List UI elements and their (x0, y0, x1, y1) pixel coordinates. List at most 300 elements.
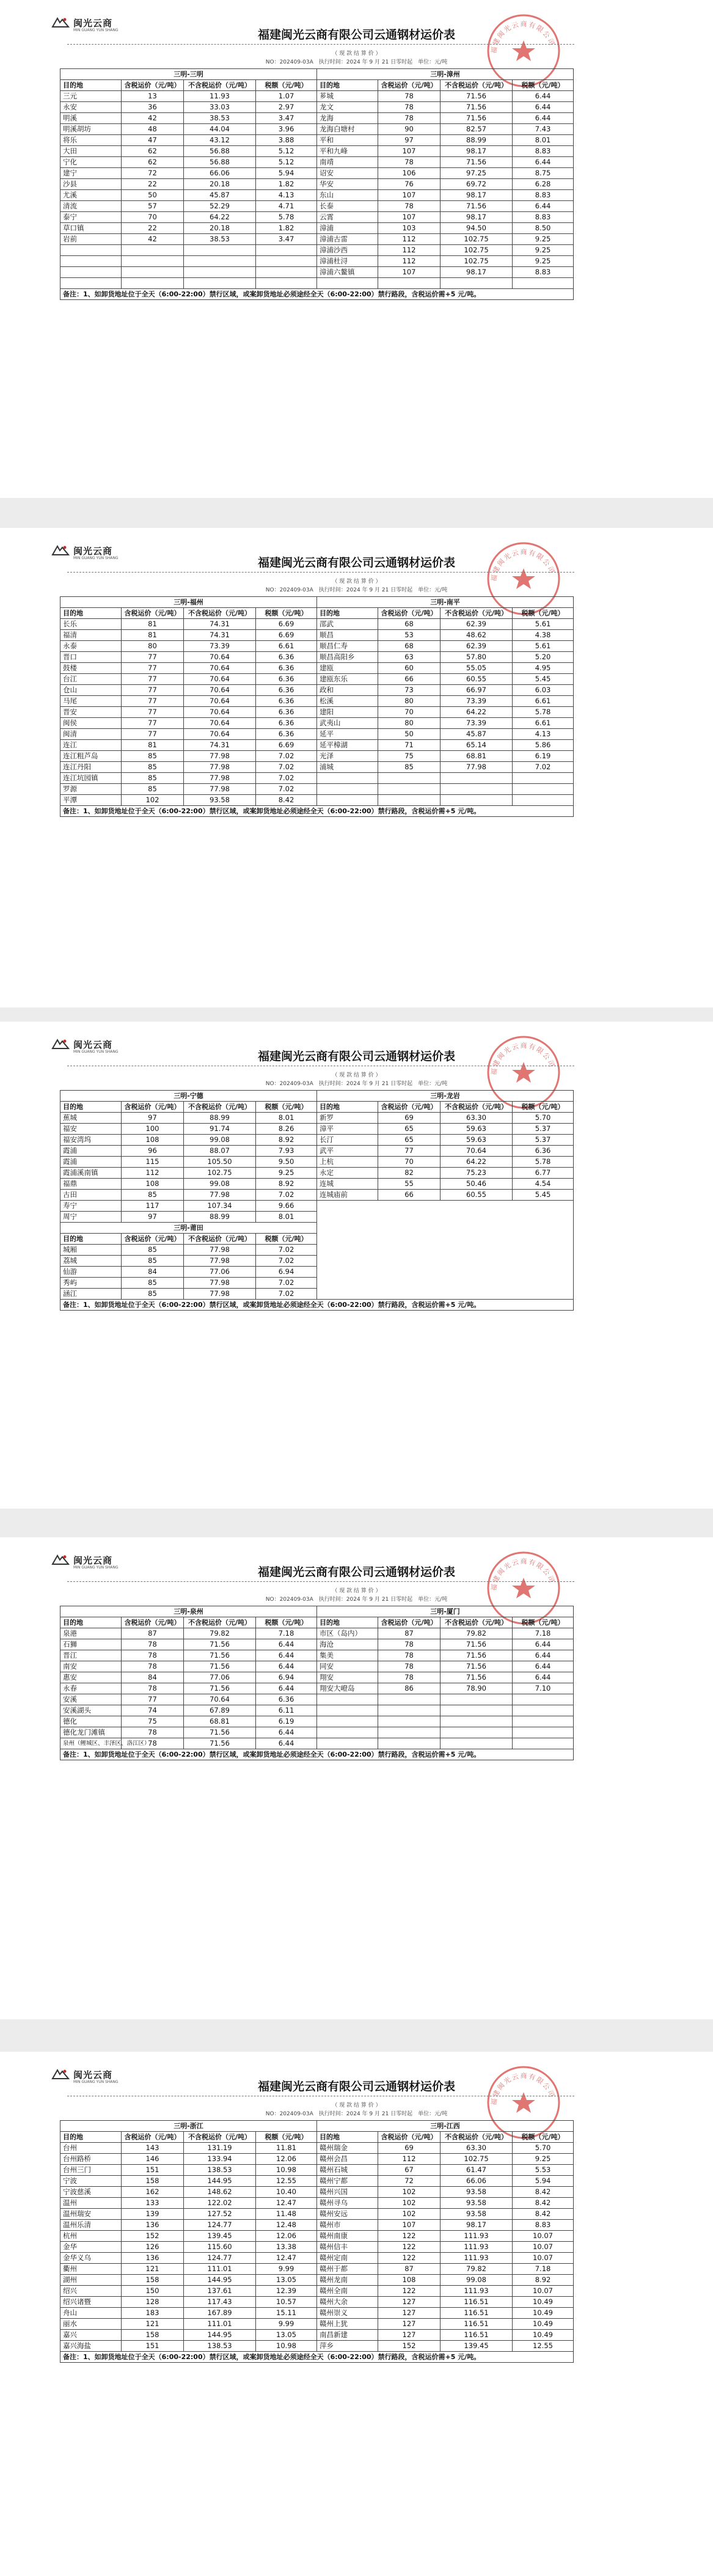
right-price-with-tax: 68 (378, 619, 441, 630)
table-row (60, 223, 574, 234)
table-row (60, 751, 574, 762)
left-destination: 晋口 (60, 652, 122, 663)
right-empty-cell (513, 1727, 574, 1738)
left-destination: 连江丹阳 (60, 762, 122, 773)
left-price-without-tax: 131.19 (184, 2143, 256, 2154)
left-destination: 平潭 (60, 795, 122, 806)
right-price-with-tax: 75 (378, 751, 441, 762)
left-price-with-tax: 162 (122, 2187, 184, 2198)
table-row (60, 1672, 574, 1683)
right-price-without-tax: 102.75 (441, 2154, 513, 2165)
left-destination: 蕉城 (60, 1113, 122, 1124)
left-column-header: 目的地 (60, 608, 122, 619)
left-price-without-tax: 122.02 (184, 2198, 256, 2209)
note-row (60, 806, 574, 817)
right-price-with-tax: 112 (378, 256, 441, 267)
right-destination: 漳平 (317, 1124, 378, 1135)
table-row (60, 1135, 574, 1146)
right-price-without-tax: 71.56 (441, 113, 513, 124)
right-price-with-tax: 78 (378, 157, 441, 168)
left-tax-amount: 12.06 (256, 2231, 317, 2242)
right-tax-amount: 6.61 (513, 718, 574, 729)
svg-text:福建闽光云商有限公司: 福建闽光云商有限公司 (489, 2071, 557, 2106)
left-price-with-tax: 85 (122, 1245, 184, 1256)
left-destination: 永安 (60, 102, 122, 113)
right-price-without-tax: 97.25 (441, 168, 513, 179)
right-tax-amount: 5.86 (513, 740, 574, 751)
right-price-without-tax: 62.39 (441, 641, 513, 652)
left-destination (60, 278, 122, 289)
left-tax-amount: 15.11 (256, 2308, 317, 2319)
right-price-with-tax: 107 (378, 212, 441, 223)
left-price-with-tax: 78 (122, 1661, 184, 1672)
right-price-with-tax: 112 (378, 2154, 441, 2165)
left-destination: 湖州 (60, 2275, 122, 2286)
restriction-note: 备注：1、如卸货地址位于全天（6:00-22:00）禁行区域，或案卸货地址必须途经全天（6:00-22:00）禁行路段，含税运价需+5 元/吨。 (60, 806, 574, 817)
right-price-with-tax: 71 (378, 740, 441, 751)
right-price-with-tax: 65 (378, 1124, 441, 1135)
left-tax-amount: 1.82 (256, 223, 317, 234)
right-price-with-tax (378, 773, 441, 784)
right-tax-amount: 12.55 (513, 2341, 574, 2352)
right-destination: 顺昌 (317, 630, 378, 641)
right-destination: 赣州全南 (317, 2286, 378, 2297)
left-price-without-tax: 77.98 (184, 773, 256, 784)
right-tax-amount: 6.61 (513, 696, 574, 707)
right-price-with-tax: 122 (378, 2253, 441, 2264)
right-price-with-tax: 70 (378, 707, 441, 718)
left-price-with-tax: 62 (122, 157, 184, 168)
left-price-with-tax: 77 (122, 663, 184, 674)
table-row (60, 762, 574, 773)
left-destination: 永泰 (60, 641, 122, 652)
document-title: 福建闽光云商有限公司云通钢材运价表 (257, 1565, 455, 1579)
left-column-header: 目的地 (60, 1234, 122, 1245)
left-destination: 泉州（鲤城区、丰泽区、洛江区） (60, 1738, 122, 1749)
right-destination: 龙海 (317, 113, 378, 124)
column-header-row (60, 608, 574, 619)
right-tax-amount: 6.19 (513, 751, 574, 762)
left-destination: 涵江 (60, 1289, 122, 1300)
left-price-without-tax: 70.64 (184, 652, 256, 663)
right-price-without-tax: 116.51 (441, 2308, 513, 2319)
right-destination: 龙海白塘村 (317, 124, 378, 135)
right-destination: 平和 (317, 135, 378, 146)
right-price-without-tax: 70.64 (441, 1146, 513, 1157)
left-destination: 福安 (60, 1124, 122, 1135)
left-price-with-tax: 158 (122, 2330, 184, 2341)
left-price-with-tax: 121 (122, 2264, 184, 2275)
right-tax-amount: 5.45 (513, 674, 574, 685)
right-column-header: 不含税运价（元/吨） (441, 1617, 513, 1628)
left-price-without-tax: 44.04 (184, 124, 256, 135)
right-tax-amount: 5.45 (513, 1190, 574, 1201)
left-destination: 泰宁 (60, 212, 122, 223)
left-price-without-tax: 124.77 (184, 2220, 256, 2231)
left-destination: 金华义乌 (60, 2253, 122, 2264)
left-price-with-tax: 136 (122, 2220, 184, 2231)
right-destination: 武夷山 (317, 718, 378, 729)
note-row (60, 289, 574, 300)
left-destination: 连江坑园镇 (60, 773, 122, 784)
right-destination: 永定 (317, 1168, 378, 1179)
left-destination (60, 256, 122, 267)
table-row (60, 795, 574, 806)
left-price-with-tax: 136 (122, 2253, 184, 2264)
left-price-with-tax: 108 (122, 1135, 184, 1146)
left-price-without-tax: 70.64 (184, 696, 256, 707)
left-price-with-tax: 75 (122, 1716, 184, 1727)
left-price-without-tax: 77.98 (184, 1289, 256, 1300)
left-destination: 罗源 (60, 784, 122, 795)
left-tax-amount: 8.42 (256, 795, 317, 806)
right-tax-amount: 8.42 (513, 2209, 574, 2220)
table-row (60, 1146, 574, 1157)
left-tax-amount: 12.48 (256, 2220, 317, 2231)
left-price-with-tax: 85 (122, 784, 184, 795)
table-row (60, 1157, 574, 1168)
left-destination: 台州路桥 (60, 2154, 122, 2165)
right-column-header: 目的地 (317, 1617, 378, 1628)
logo-text: 闽光云商 (73, 2069, 113, 2080)
right-price-without-tax: 79.82 (441, 1628, 513, 1639)
left-price-without-tax: 45.87 (184, 190, 256, 201)
right-price-with-tax: 108 (378, 2275, 441, 2286)
left-tax-amount (256, 245, 317, 256)
left-column-header: 税额（元/吨） (256, 80, 317, 91)
table-row (60, 1738, 574, 1749)
right-destination: 赣州安远 (317, 2209, 378, 2220)
document-meta: NO：202409-03A 执行时间：2024 年 9 月 21 日零时起 单位：元/吨 (265, 1081, 448, 1087)
left-tax-amount: 6.36 (256, 1694, 317, 1705)
left-price-with-tax: 121 (122, 2319, 184, 2330)
left-tax-amount: 4.71 (256, 201, 317, 212)
left-price-with-tax: 133 (122, 2198, 184, 2209)
left-price-with-tax: 84 (122, 1267, 184, 1278)
right-empty-cell (441, 278, 513, 289)
rate-sheet-page (0, 1537, 713, 2019)
right-destination: 赣州于都 (317, 2264, 378, 2275)
right-price-without-tax: 93.58 (441, 2187, 513, 2198)
left-tax-amount: 6.36 (256, 663, 317, 674)
left-price-with-tax: 77 (122, 696, 184, 707)
table-row (60, 652, 574, 663)
left-price-without-tax: 133.94 (184, 2154, 256, 2165)
left-destination: 闽侯 (60, 718, 122, 729)
left-price-with-tax: 47 (122, 135, 184, 146)
left-price-with-tax: 85 (122, 773, 184, 784)
logo-text: 闽光云商 (73, 17, 113, 29)
right-destination: 赣州会昌 (317, 2154, 378, 2165)
table-row (60, 630, 574, 641)
right-price-with-tax: 50 (378, 729, 441, 740)
left-tax-amount: 12.39 (256, 2286, 317, 2297)
table-row (60, 2286, 574, 2297)
right-column-header: 税额（元/吨） (513, 1617, 574, 1628)
right-price-with-tax: 112 (378, 234, 441, 245)
right-tax-amount: 4.38 (513, 630, 574, 641)
left-tax-amount: 12.55 (256, 2176, 317, 2187)
right-price-without-tax: 63.30 (441, 2143, 513, 2154)
left-tax-amount: 7.02 (256, 1245, 317, 1256)
right-tax-amount: 4.13 (513, 729, 574, 740)
logo-text: 闽光云商 (73, 1039, 113, 1050)
left-destination: 安溪湖头 (60, 1705, 122, 1716)
left-price-without-tax: 77.98 (184, 762, 256, 773)
table-row (60, 641, 574, 652)
left-price-without-tax: 74.31 (184, 619, 256, 630)
left-price-without-tax: 64.22 (184, 212, 256, 223)
right-price-without-tax: 98.17 (441, 190, 513, 201)
right-price-without-tax: 69.72 (441, 179, 513, 190)
left-price-with-tax: 146 (122, 2154, 184, 2165)
table-row (60, 1628, 574, 1639)
right-empty-cell (441, 1694, 513, 1705)
document-title: 福建闽光云商有限公司云通钢材运价表 (257, 556, 455, 569)
table-row (60, 2330, 574, 2341)
left-destination: 清流 (60, 201, 122, 212)
right-destination: 连城 (317, 1179, 378, 1190)
route-title-right: 三明-南平 (317, 597, 574, 608)
left-price-without-tax: 117.43 (184, 2297, 256, 2308)
right-price-without-tax: 79.82 (441, 2264, 513, 2275)
left-destination: 古田 (60, 1190, 122, 1201)
left-tax-amount: 6.44 (256, 1727, 317, 1738)
right-price-without-tax: 102.75 (441, 256, 513, 267)
right-price-with-tax: 66 (378, 674, 441, 685)
left-price-without-tax: 52.29 (184, 201, 256, 212)
right-price-with-tax: 68 (378, 641, 441, 652)
right-tax-amount: 7.18 (513, 2264, 574, 2275)
left-price-with-tax: 126 (122, 2242, 184, 2253)
right-destination: 华安 (317, 179, 378, 190)
left-price-with-tax: 117 (122, 1201, 184, 1212)
right-price-without-tax: 71.56 (441, 1672, 513, 1683)
settlement-tag: （ 现 款 结 算 价 ） (332, 579, 381, 585)
left-tax-amount: 8.92 (256, 1179, 317, 1190)
left-tax-amount: 7.02 (256, 773, 317, 784)
right-price-without-tax: 71.56 (441, 1661, 513, 1672)
left-price-without-tax: 88.99 (184, 1212, 256, 1223)
right-destination: 浦城 (317, 762, 378, 773)
right-price-without-tax: 78.90 (441, 1683, 513, 1694)
table-row (60, 740, 574, 751)
left-price-without-tax: 77.06 (184, 1267, 256, 1278)
freight-rate-table (60, 596, 574, 817)
right-empty-cell (378, 1727, 441, 1738)
left-destination: 寿宁 (60, 1201, 122, 1212)
right-empty-cell (441, 1716, 513, 1727)
right-price-without-tax: 65.14 (441, 740, 513, 751)
table-row (60, 168, 574, 179)
table-row (60, 619, 574, 630)
table-row (60, 91, 574, 102)
table-row (60, 1179, 574, 1190)
right-tax-amount: 10.49 (513, 2319, 574, 2330)
right-price-with-tax: 87 (378, 2264, 441, 2275)
left-column-header: 不含税运价（元/吨） (184, 1102, 256, 1113)
left-price-without-tax: 137.61 (184, 2286, 256, 2297)
left-destination: 霞浦 (60, 1146, 122, 1157)
left-destination: 德化 (60, 1716, 122, 1727)
right-price-without-tax: 62.39 (441, 619, 513, 630)
table-row (60, 1683, 574, 1694)
left-tax-amount: 9.66 (256, 1201, 317, 1212)
left-tax-amount: 6.36 (256, 652, 317, 663)
left-tax-amount: 6.36 (256, 685, 317, 696)
left-destination: 福鼎 (60, 1179, 122, 1190)
right-price-with-tax: 67 (378, 2165, 441, 2176)
restriction-note: 备注：1、如卸货地址位于全天（6:00-22:00）禁行区域，或案卸货地址必须途经全天（6:00-22:00）禁行路段，含税运价需+5 元/吨。 (60, 2352, 574, 2363)
right-price-without-tax: 60.55 (441, 1190, 513, 1201)
table-row (60, 278, 574, 289)
table-row (60, 2231, 574, 2242)
left-price-with-tax: 80 (122, 641, 184, 652)
left-tax-amount: 8.26 (256, 1124, 317, 1135)
right-price-with-tax: 65 (378, 1135, 441, 1146)
right-price-with-tax: 107 (378, 267, 441, 278)
rate-sheet-page (0, 2052, 713, 2576)
left-price-with-tax: 77 (122, 674, 184, 685)
left-price-without-tax: 77.98 (184, 1245, 256, 1256)
left-destination: 宁波 (60, 2176, 122, 2187)
right-destination: 翔安大嶝岛 (317, 1683, 378, 1694)
right-price-with-tax: 112 (378, 245, 441, 256)
left-price-with-tax (122, 256, 184, 267)
right-column-header: 税额（元/吨） (513, 2132, 574, 2143)
note-row (60, 2352, 574, 2363)
right-tax-amount: 5.78 (513, 707, 574, 718)
freight-rate-table (60, 1090, 574, 1311)
table-row (60, 1113, 574, 1124)
table-row (60, 663, 574, 674)
left-tax-amount: 6.44 (256, 1650, 317, 1661)
left-column-header: 含税运价（元/吨） (122, 2132, 184, 2143)
left-price-without-tax: 70.64 (184, 685, 256, 696)
right-column-header: 税额（元/吨） (513, 608, 574, 619)
left-column-header: 税额（元/吨） (256, 1102, 317, 1113)
left-tax-amount: 6.44 (256, 1661, 317, 1672)
left-destination: 草口镇 (60, 223, 122, 234)
left-tax-amount: 6.44 (256, 1738, 317, 1749)
right-price-with-tax: 90 (378, 124, 441, 135)
right-tax-amount: 9.25 (513, 245, 574, 256)
left-price-with-tax: 152 (122, 2231, 184, 2242)
left-price-with-tax: 72 (122, 168, 184, 179)
left-price-without-tax: 107.34 (184, 1201, 256, 1212)
right-tax-amount (513, 784, 574, 795)
left-price-without-tax: 138.53 (184, 2341, 256, 2352)
left-tax-amount: 8.92 (256, 1135, 317, 1146)
left-price-without-tax (184, 256, 256, 267)
left-price-with-tax: 102 (122, 795, 184, 806)
table-row (60, 124, 574, 135)
right-destination: 漳浦沙西 (317, 245, 378, 256)
left-destination: 福安湾坞 (60, 1135, 122, 1146)
column-header-row (60, 2132, 574, 2143)
table-row (60, 685, 574, 696)
left-destination: 仙游 (60, 1267, 122, 1278)
left-price-without-tax: 73.39 (184, 641, 256, 652)
right-price-without-tax: 116.51 (441, 2319, 513, 2330)
left-tax-amount: 6.94 (256, 1672, 317, 1683)
right-destination: 建瓯 (317, 663, 378, 674)
settlement-tag: （ 现 款 结 算 价 ） (332, 51, 381, 57)
left-price-with-tax (122, 267, 184, 278)
left-destination (60, 245, 122, 256)
left-tax-amount: 6.61 (256, 641, 317, 652)
right-price-with-tax: 97 (378, 135, 441, 146)
left-price-with-tax: 78 (122, 1738, 184, 1749)
left-price-without-tax: 124.77 (184, 2253, 256, 2264)
right-destination: 赣州市 (317, 2220, 378, 2231)
left-price-with-tax: 57 (122, 201, 184, 212)
right-price-without-tax: 71.56 (441, 1639, 513, 1650)
left-tax-amount: 7.02 (256, 751, 317, 762)
left-tax-amount: 9.25 (256, 1168, 317, 1179)
right-price-without-tax: 64.22 (441, 1157, 513, 1168)
right-empty-cell (317, 278, 378, 289)
right-destination: 建瓯东乐 (317, 674, 378, 685)
logo-text: 闽光云商 (73, 545, 113, 557)
table-row (60, 2187, 574, 2198)
left-price-with-tax: 48 (122, 124, 184, 135)
right-price-without-tax: 64.22 (441, 707, 513, 718)
right-price-with-tax: 73 (378, 685, 441, 696)
right-price-without-tax (441, 773, 513, 784)
left-price-with-tax: 112 (122, 1168, 184, 1179)
right-destination: 赣州兴国 (317, 2187, 378, 2198)
right-tax-amount: 8.42 (513, 2198, 574, 2209)
right-destination: 顺昌仁寿 (317, 641, 378, 652)
left-destination: 宁化 (60, 157, 122, 168)
left-column-header: 含税运价（元/吨） (122, 80, 184, 91)
left-price-without-tax: 20.18 (184, 179, 256, 190)
left-tax-amount: 5.78 (256, 212, 317, 223)
document-meta: NO：202409-03A 执行时间：2024 年 9 月 21 日零时起 单位：元/吨 (265, 59, 448, 65)
right-destination: 松溪 (317, 696, 378, 707)
left-destination: 宁波慈溪 (60, 2187, 122, 2198)
left-column-header: 含税运价（元/吨） (122, 1617, 184, 1628)
right-price-without-tax: 71.56 (441, 201, 513, 212)
left-tax-amount: 4.13 (256, 190, 317, 201)
svg-text:福建闽光云商有限公司: 福建闽光云商有限公司 (489, 1557, 557, 1592)
left-tax-amount: 5.12 (256, 146, 317, 157)
left-price-with-tax: 96 (122, 1146, 184, 1157)
left-price-with-tax: 77 (122, 707, 184, 718)
left-price-with-tax: 97 (122, 1113, 184, 1124)
left-destination: 明溪 (60, 113, 122, 124)
right-tax-amount: 10.07 (513, 2286, 574, 2297)
left-destination: 霞浦 (60, 1157, 122, 1168)
right-price-with-tax: 127 (378, 2330, 441, 2341)
logo-subtitle: MIN GUANG YUN SHANG (73, 28, 119, 32)
left-tax-amount: 6.36 (256, 718, 317, 729)
right-price-with-tax: 122 (378, 2286, 441, 2297)
left-tax-amount: 7.93 (256, 1146, 317, 1157)
table-row (60, 2176, 574, 2187)
left-price-with-tax: 36 (122, 102, 184, 113)
settlement-tag: （ 现 款 结 算 价 ） (332, 1588, 381, 1594)
table-row (60, 2154, 574, 2165)
table-row (60, 2319, 574, 2330)
right-price-without-tax: 50.46 (441, 1179, 513, 1190)
right-tax-amount: 6.44 (513, 1650, 574, 1661)
right-price-without-tax: 102.75 (441, 234, 513, 245)
right-tax-amount: 10.49 (513, 2330, 574, 2341)
table-row (60, 2198, 574, 2209)
left-destination: 仓山 (60, 685, 122, 696)
